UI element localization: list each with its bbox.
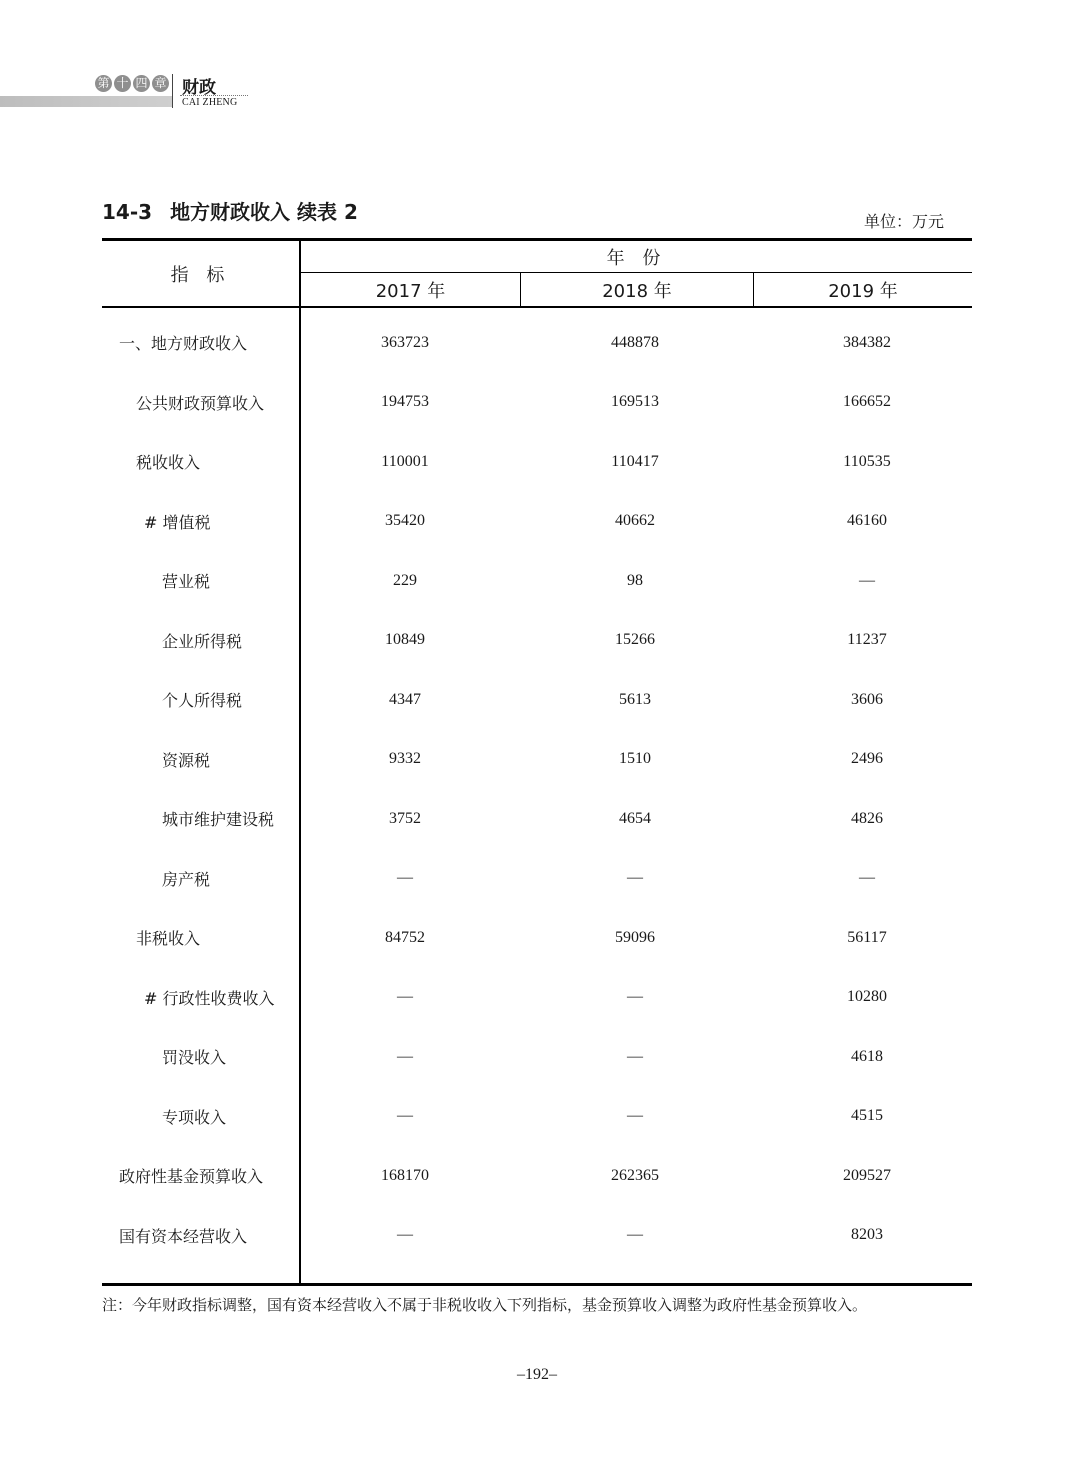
chapter-char: 第 <box>95 75 112 92</box>
table-row <box>102 1087 972 1147</box>
row-value: 363723 <box>381 333 429 351</box>
row-value: 209527 <box>843 1166 891 1184</box>
header-year-2017: 2017 年 <box>375 280 446 302</box>
row-value: 4515 <box>851 1107 883 1125</box>
row-value: 166652 <box>843 393 891 411</box>
row-label: 营业税 <box>162 572 211 592</box>
row-label: 税收收入 <box>136 453 201 473</box>
header-dotted-rule <box>180 95 248 96</box>
chapter-badge <box>95 75 169 92</box>
header-year-2019: 2019 年 <box>828 280 898 302</box>
header-year-2018: 2018 年 <box>602 280 672 302</box>
row-value: 59096 <box>615 928 655 946</box>
row-value: 169513 <box>611 393 659 411</box>
footnote: 注：今年财政指标调整，国有资本经营收入不属于非税收收入下列指标，基金预算收入调整为政府性基金预算收入。 <box>102 1296 868 1314</box>
row-value: — <box>397 1107 413 1125</box>
row-value: — <box>859 571 875 589</box>
row-value: 4654 <box>619 809 651 827</box>
header-year-group: 年 份 <box>606 247 667 269</box>
row-value: — <box>397 1047 413 1065</box>
row-value: 110535 <box>843 452 891 470</box>
row-label: # 增值税 <box>144 512 211 532</box>
row-value: 10849 <box>385 631 425 649</box>
row-label: # 行政性收费收入 <box>144 988 275 1008</box>
row-value: 168170 <box>381 1166 429 1184</box>
row-value: — <box>397 1226 413 1244</box>
row-label: 资源税 <box>162 750 211 770</box>
row-value: 46160 <box>847 512 887 530</box>
chapter-char: 四 <box>133 75 150 92</box>
row-value: 4618 <box>851 1047 883 1065</box>
table-number: 14-3 <box>102 200 153 224</box>
row-value: 110417 <box>611 452 659 470</box>
row-value: — <box>627 1226 643 1244</box>
table-body <box>102 313 972 1265</box>
row-value: 56117 <box>847 928 887 946</box>
table-row <box>102 492 972 552</box>
row-value: 2496 <box>851 750 883 768</box>
table-title-text: 地方财政收入 续表 2 <box>170 200 358 224</box>
table-row <box>102 1206 972 1266</box>
table-row <box>102 849 972 909</box>
row-value: 98 <box>627 571 643 589</box>
row-value: — <box>397 869 413 887</box>
row-label: 个人所得税 <box>162 691 243 711</box>
header-bar <box>0 96 172 107</box>
row-value: — <box>859 869 875 887</box>
row-value: 5613 <box>619 690 651 708</box>
row-value: 3752 <box>389 809 421 827</box>
row-label: 一、地方财政收入 <box>119 334 248 354</box>
row-value: 84752 <box>385 928 425 946</box>
row-label: 专项收入 <box>162 1107 227 1127</box>
table-row <box>102 1146 972 1206</box>
row-value: — <box>627 988 643 1006</box>
chapter-char: 章 <box>152 75 169 92</box>
row-value: 9332 <box>389 750 421 768</box>
row-value: 35420 <box>385 512 425 530</box>
row-value: 11237 <box>847 631 887 649</box>
table-row <box>102 730 972 790</box>
table-row <box>102 908 972 968</box>
revenue-table <box>102 238 972 1288</box>
row-value: 262365 <box>611 1166 659 1184</box>
row-value: 194753 <box>381 393 429 411</box>
unit-label: 单位：万元 <box>863 212 944 231</box>
table-row <box>102 432 972 492</box>
row-label: 房产税 <box>162 869 211 889</box>
row-value: 110001 <box>381 452 429 470</box>
row-label: 公共财政预算收入 <box>136 393 265 413</box>
row-value: 1510 <box>619 750 651 768</box>
row-value: 40662 <box>615 512 655 530</box>
table-row <box>102 670 972 730</box>
row-value: 15266 <box>615 631 655 649</box>
table-row <box>102 968 972 1028</box>
chapter-pinyin: CAI ZHENG <box>182 97 238 108</box>
header-bottom-rule <box>102 306 972 308</box>
row-label: 城市维护建设税 <box>162 810 275 830</box>
table-bottom-rule <box>102 1283 972 1286</box>
row-value: 229 <box>393 571 417 589</box>
table-row <box>102 551 972 611</box>
row-label: 企业所得税 <box>162 631 243 651</box>
row-value: 4826 <box>851 809 883 827</box>
table-row <box>102 611 972 671</box>
row-value: 3606 <box>851 690 883 708</box>
row-value: 448878 <box>611 333 659 351</box>
table-row <box>102 373 972 433</box>
row-label: 政府性基金预算收入 <box>119 1167 264 1187</box>
table-row <box>102 1027 972 1087</box>
page-number: –192– <box>517 1366 557 1383</box>
header-indicator: 指 标 <box>170 264 231 286</box>
table-title <box>102 196 358 225</box>
row-label: 国有资本经营收入 <box>119 1226 248 1246</box>
row-label: 非税收入 <box>136 929 201 949</box>
row-value: 4347 <box>389 690 421 708</box>
row-value: — <box>627 869 643 887</box>
chapter-char: 十 <box>114 75 131 92</box>
row-value: 10280 <box>847 988 887 1006</box>
row-value: 8203 <box>851 1226 883 1244</box>
chapter-title: 财政 <box>182 78 216 98</box>
header-separator <box>172 74 173 108</box>
row-value: — <box>627 1047 643 1065</box>
row-value: 384382 <box>843 333 891 351</box>
row-value: — <box>627 1107 643 1125</box>
table-row <box>102 313 972 373</box>
table-row <box>102 789 972 849</box>
row-value: — <box>397 988 413 1006</box>
row-label: 罚没收入 <box>162 1048 227 1068</box>
